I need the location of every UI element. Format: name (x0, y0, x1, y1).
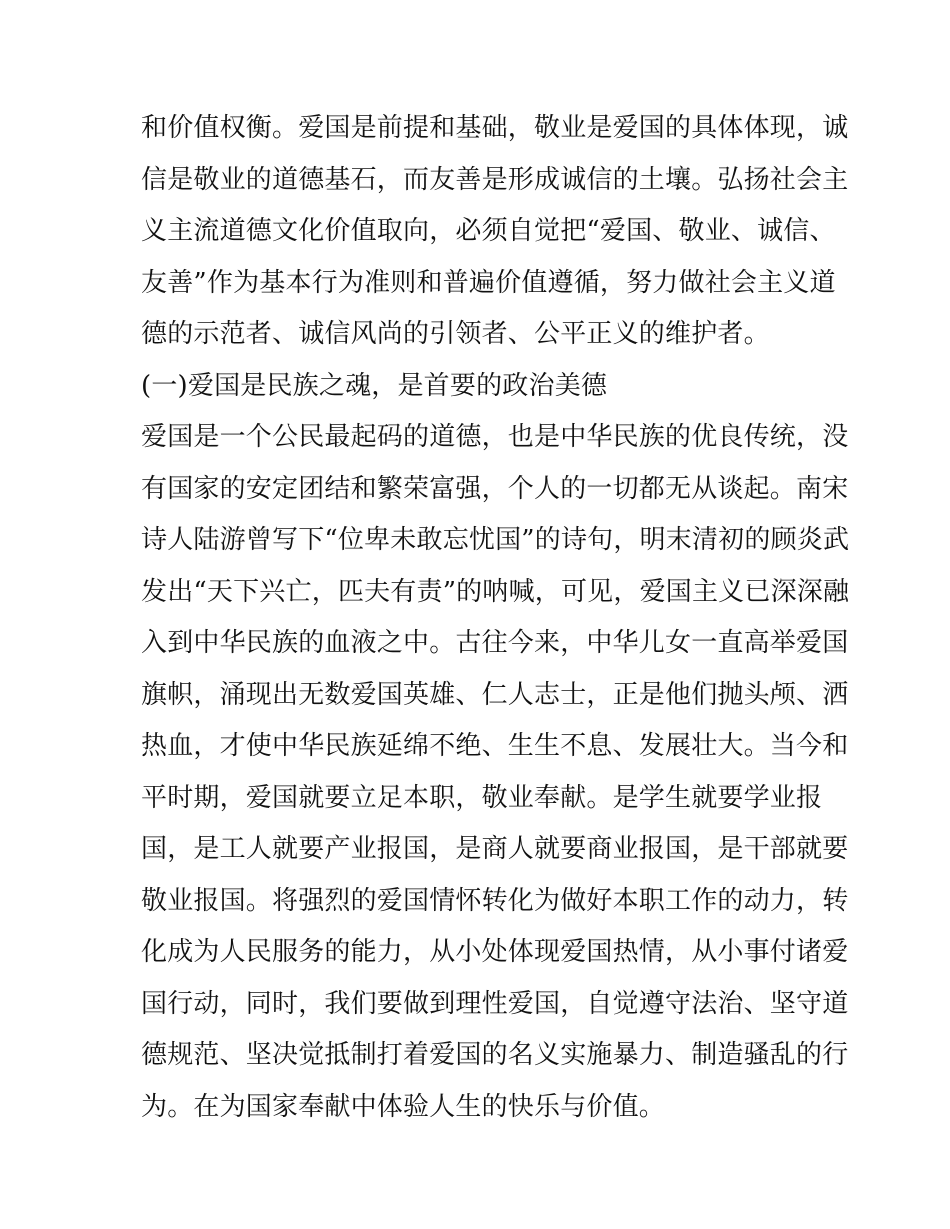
section-heading: (一)爱国是民族之魂，是首要的政治美德 (141, 371, 608, 401)
text-line: 化成为人民服务的能力，从小处体现爱国热情，从小事付诸爱 (141, 937, 849, 967)
text-line: 入到中华民族的血液之中。古往今来，中华儿女一直高举爱国 (141, 628, 849, 658)
text-line: 和价值权衡。爱国是前提和基础，敬业是爱国的具体体现，诚 (141, 113, 849, 143)
text-line: 热血，才使中华民族延绵不绝、生生不息、发展壮大。当今和 (141, 731, 849, 761)
text-line: 国行动，同时，我们要做到理性爱国，自觉遵守法治、坚守道 (141, 989, 849, 1019)
text-line: 平时期，爱国就要立足本职，敬业奉献。是学生就要学业报 (141, 783, 823, 813)
text-line: 友善”作为基本行为准则和普遍价值遵循，努力做社会主义道 (141, 268, 836, 298)
text-line: 有国家的安定团结和繁荣富强，个人的一切都无从谈起。南宋 (141, 474, 849, 504)
text-line: 信是敬业的道德基石，而友善是形成诚信的土壤。弘扬社会主 (141, 165, 849, 195)
text-line: 德的示范者、诚信风尚的引领者、公平正义的维护者。 (141, 319, 770, 349)
text-line: 发出“天下兴亡，匹夫有责”的呐喊，可见，爱国主义已深深融 (141, 577, 850, 607)
text-line: 爱国是一个公民最起码的道德，也是中华民族的优良传统，没 (141, 422, 849, 452)
text-line: 国，是工人就要产业报国，是商人就要商业报国，是干部就要 (141, 834, 849, 864)
text-line: 德规范、坚决觉抵制打着爱国的名义实施暴力、制造骚乱的行 (141, 1040, 849, 1070)
text-line: 义主流道德文化价值取向，必须自觉把“爱国、敬业、诚信、 (141, 216, 836, 246)
text-line: 诗人陆游曾写下“位卑未敢忘忧国”的诗句，明末清初的顾炎武 (141, 525, 850, 555)
text-line: 为。在为国家奉献中体验人生的快乐与价值。 (141, 1092, 666, 1122)
text-line: 旗帜，涌现出无数爱国英雄、仁人志士，正是他们抛头颅、洒 (141, 680, 849, 710)
text-line: 敬业报国。将强烈的爱国情怀转化为做好本职工作的动力，转 (141, 886, 849, 916)
